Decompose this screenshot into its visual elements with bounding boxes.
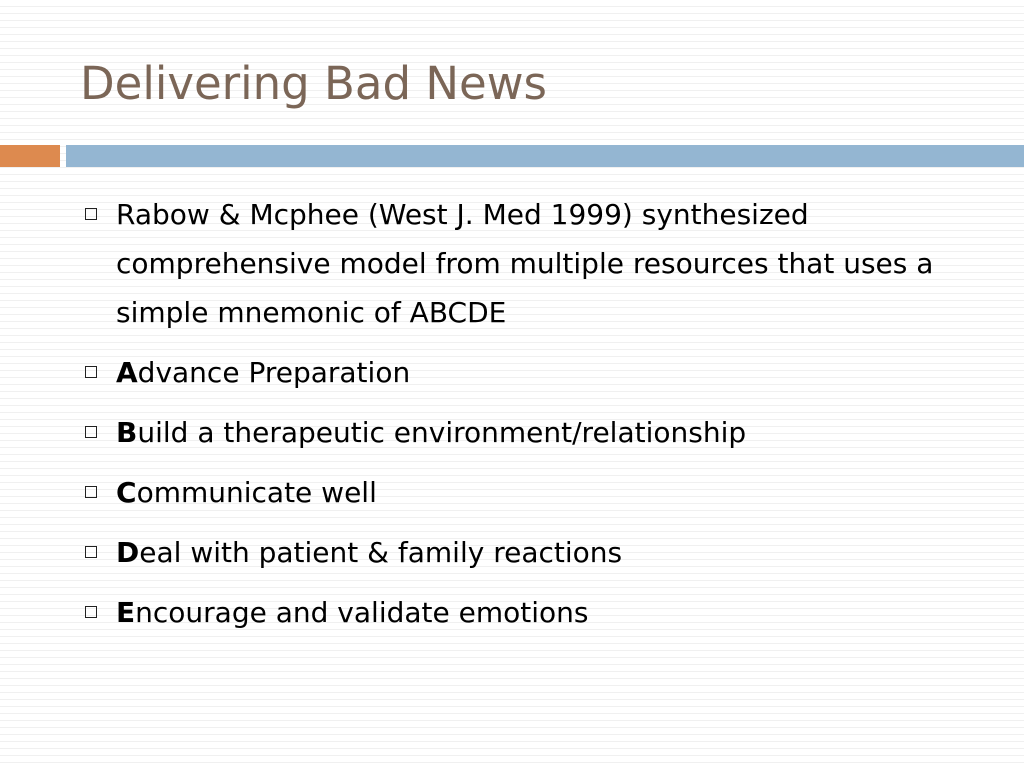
bullet-rest: eal with patient & family reactions bbox=[139, 536, 623, 569]
bullet-item-b bbox=[80, 408, 960, 457]
bullet-item-d bbox=[80, 528, 960, 577]
bullet-rest: ncourage and validate emotions bbox=[135, 596, 589, 629]
square-bullet-icon bbox=[85, 546, 97, 558]
square-bullet-icon bbox=[85, 486, 97, 498]
bullet-list bbox=[80, 190, 960, 648]
bullet-text bbox=[116, 190, 960, 337]
square-bullet-icon bbox=[85, 366, 97, 378]
bullet-rest: dvance Preparation bbox=[137, 356, 411, 389]
bullet-text bbox=[116, 348, 960, 397]
title-divider-bar bbox=[66, 145, 1024, 167]
bullet-rest: Rabow & Mcphee (West J. Med 1999) synthesized comprehensive model from multiple resources that uses a simple mnemonic of ABCDE bbox=[116, 198, 934, 329]
bullet-initial: E bbox=[116, 596, 136, 629]
bullet-item-intro bbox=[80, 190, 960, 337]
bullet-text bbox=[116, 408, 960, 457]
title-accent-bar bbox=[0, 145, 60, 167]
bullet-text bbox=[116, 468, 960, 517]
bullet-rest: uild a therapeutic environment/relationship bbox=[137, 416, 747, 449]
square-bullet-icon bbox=[85, 606, 97, 618]
bullet-initial: D bbox=[116, 536, 140, 569]
slide-title: Delivering Bad News bbox=[80, 57, 547, 110]
bullet-initial: B bbox=[116, 416, 138, 449]
bullet-text bbox=[116, 528, 960, 577]
square-bullet-icon bbox=[85, 208, 97, 220]
bullet-initial: C bbox=[116, 476, 137, 509]
bullet-item-e bbox=[80, 588, 960, 637]
bullet-item-c bbox=[80, 468, 960, 517]
bullet-initial: A bbox=[116, 356, 138, 389]
bullet-text bbox=[116, 588, 960, 637]
square-bullet-icon bbox=[85, 426, 97, 438]
bullet-rest: ommunicate well bbox=[136, 476, 377, 509]
bullet-item-a bbox=[80, 348, 960, 397]
